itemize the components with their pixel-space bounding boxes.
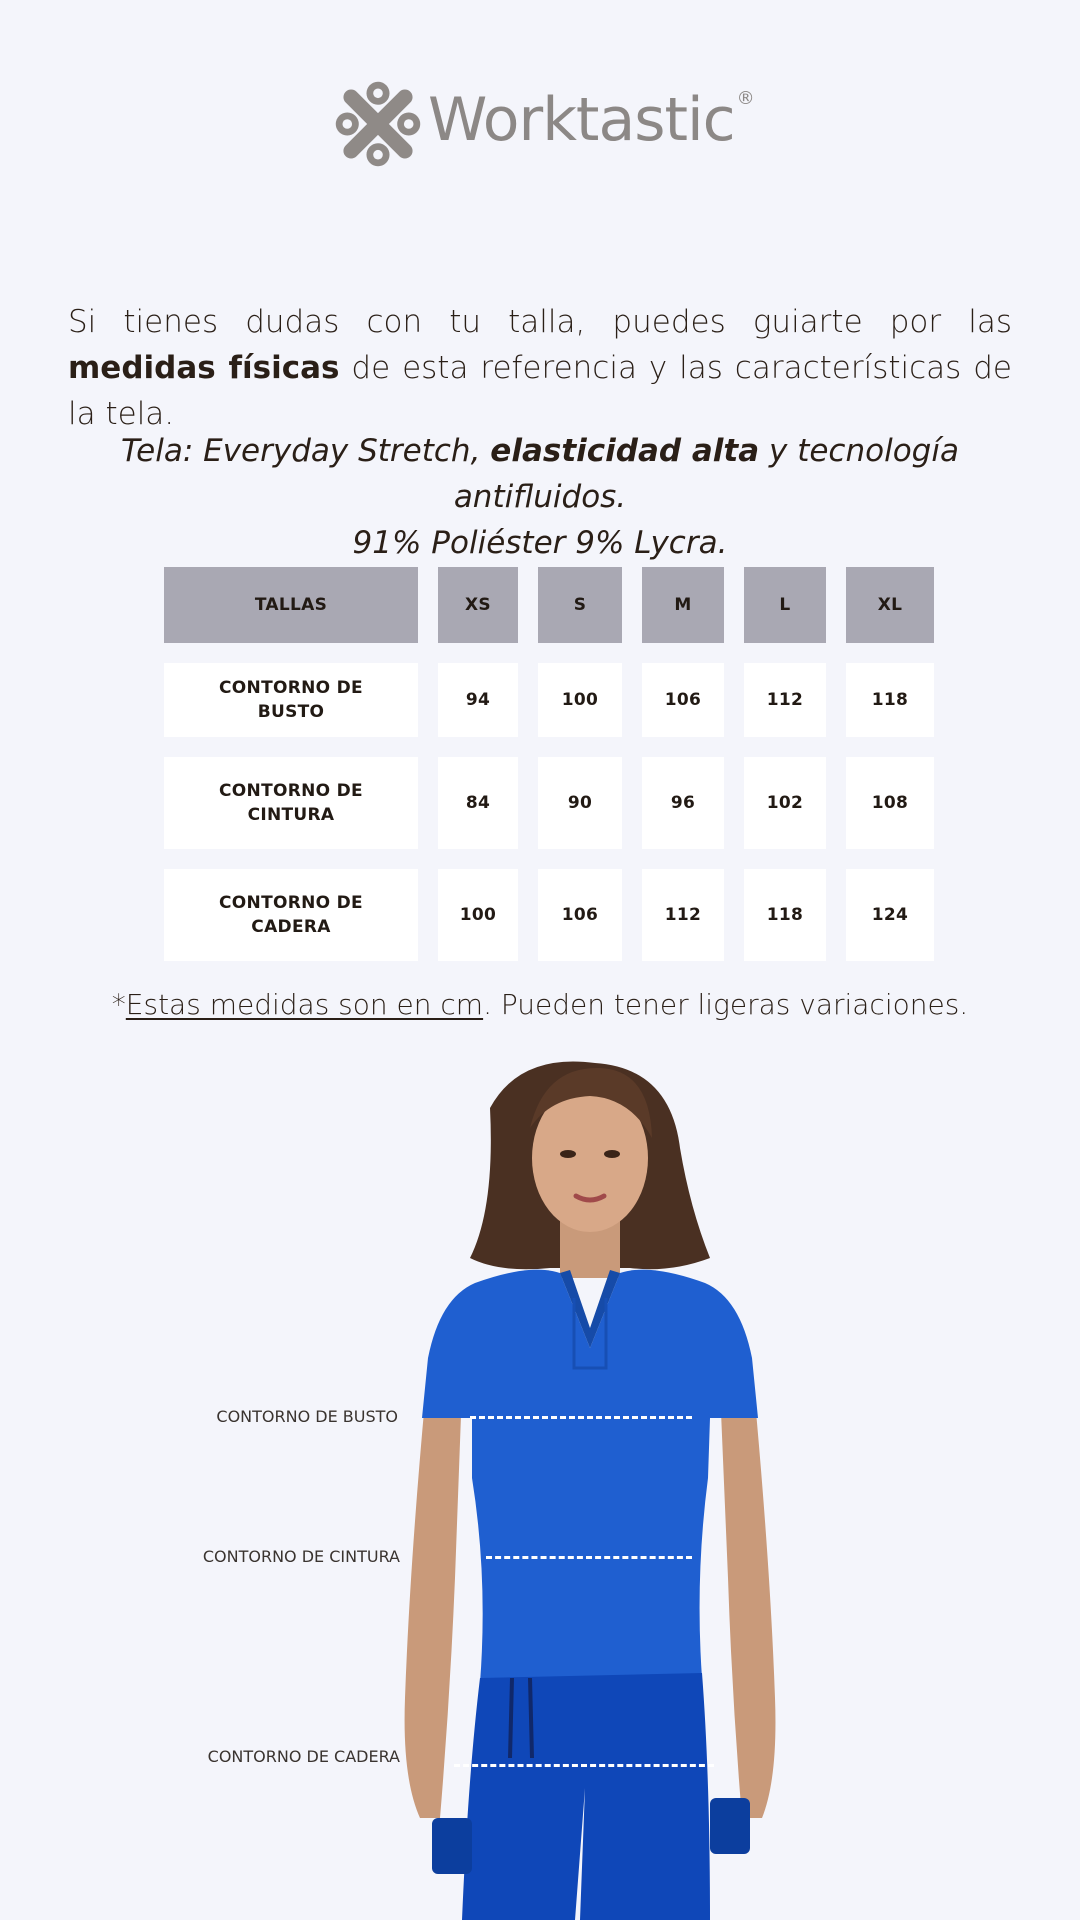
- header-cell-m: M: [642, 567, 724, 643]
- brand-logo: [330, 74, 755, 174]
- header-cell-xs: XS: [438, 567, 518, 643]
- brand-name: Worktastic: [428, 85, 735, 155]
- table-cell: 96: [642, 757, 724, 849]
- intro-text: [68, 299, 1012, 437]
- fabric-bold: elasticidad alta: [490, 433, 760, 469]
- table-cell: 106: [642, 663, 724, 737]
- header-cell-l: L: [744, 567, 826, 643]
- header-cell-s: S: [538, 567, 622, 643]
- table-cell: 112: [744, 663, 826, 737]
- measure-line-waist: [486, 1556, 692, 1559]
- table-cell: 100: [438, 869, 518, 961]
- table-cell: 124: [846, 869, 934, 961]
- table-cell: 108: [846, 757, 934, 849]
- intro-part1: Si tienes dudas con tu talla, puedes guiarte por las: [68, 304, 1012, 340]
- fabric-info: [40, 428, 1040, 566]
- table-cell: 84: [438, 757, 518, 849]
- measure-label-bust: CONTORNO DE BUSTO: [216, 1407, 398, 1426]
- intro-bold: medidas físicas: [68, 350, 340, 386]
- note-prefix: *: [111, 988, 126, 1021]
- measurement-note: [0, 988, 1080, 1021]
- fabric-part2: y tecnología antifluidos.: [453, 433, 959, 515]
- row-label-cadera: CONTORNO DE CADERA: [164, 869, 418, 961]
- table-cell: 118: [846, 663, 934, 737]
- fabric-composition: 91% Poliéster 9% Lycra.: [352, 525, 728, 561]
- measure-label-waist: CONTORNO DE CINTURA: [202, 1547, 400, 1566]
- intro-part2: de esta referencia y las características de la tela.: [68, 350, 1012, 432]
- header-cell-tallas: TALLAS: [164, 567, 418, 643]
- row-label-busto: CONTORNO DE BUSTO: [164, 663, 418, 737]
- registered-mark: ®: [736, 87, 755, 109]
- table-row: [164, 757, 934, 849]
- size-table-header: [164, 567, 934, 643]
- measure-line-hip: [454, 1764, 714, 1767]
- size-table: [144, 547, 954, 981]
- fabric-line: [40, 428, 1040, 520]
- measure-label-hip: CONTORNO DE CADERA: [207, 1747, 400, 1766]
- table-row: [164, 663, 934, 737]
- measure-line-bust: [470, 1416, 692, 1419]
- note-underlined: Estas medidas son en cm: [125, 988, 484, 1021]
- table-cell: 112: [642, 869, 724, 961]
- table-cell: 94: [438, 663, 518, 737]
- model-photo: [380, 1058, 800, 1920]
- note-suffix: . Pueden tener ligeras variaciones.: [483, 988, 969, 1021]
- fabric-part1: Tela: Everyday Stretch,: [121, 433, 491, 469]
- table-cell: 100: [538, 663, 622, 737]
- header-cell-xl: XL: [846, 567, 934, 643]
- table-cell: 102: [744, 757, 826, 849]
- table-cell: 106: [538, 869, 622, 961]
- table-cell: 118: [744, 869, 826, 961]
- worktastic-logo-icon: [330, 76, 426, 172]
- table-cell: 90: [538, 757, 622, 849]
- row-label-cintura: CONTORNO DE CINTURA: [164, 757, 418, 849]
- table-row: [164, 869, 934, 961]
